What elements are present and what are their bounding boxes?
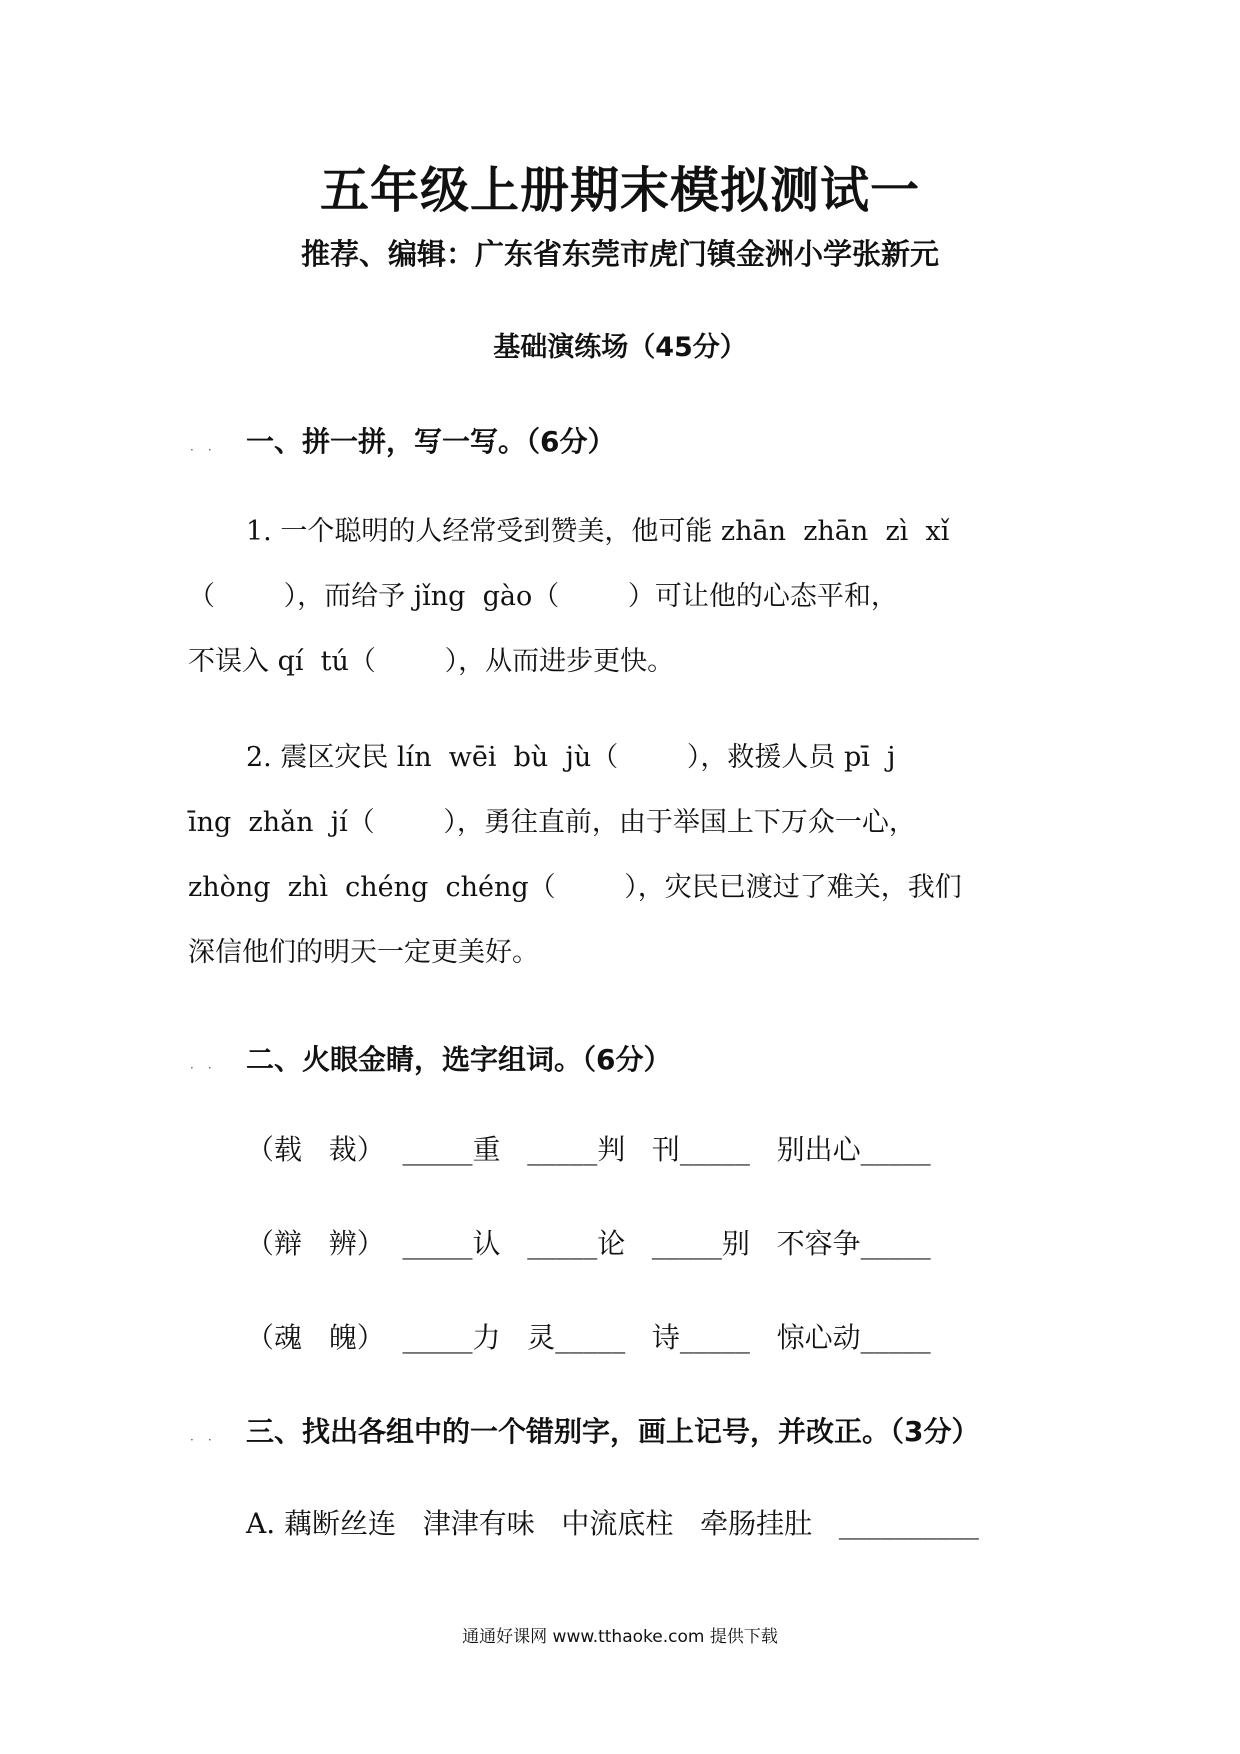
question-1-line: īng zhǎn jí（ ），勇往直前，由于举国上下万众一心， [188, 807, 916, 838]
margin-dots: ·· [190, 443, 226, 457]
page-title: 五年级上册期末模拟测试一 [319, 162, 920, 219]
section-title: 基础演练场（45分） [493, 332, 747, 363]
question-1-line: 1. 一个聪明的人经常受到赞美，他可能 zhān zhān zì xǐ [246, 516, 950, 547]
editor-credit: 推荐、编辑：广东省东莞市虎门镇金洲小学张新元 [300, 237, 939, 271]
question-1-heading: 一、拼一拼，写一写。（6分） [246, 425, 616, 458]
question-1-line: 2. 震区灾民 lín wēi bù jù（ ），救援人员 pī j [246, 742, 896, 773]
question-1-line: 深信他们的明天一定更美好。 [188, 937, 539, 968]
margin-dots: ·· [190, 1433, 226, 1447]
question-1-line: zhòng zhì chéng chéng（ ），灾民已渡过了难关，我们 [188, 872, 962, 903]
word-choice-row: （辩 辨） _____认 _____论 _____别 不容争_____ [246, 1227, 931, 1260]
question-3-heading: 三、找出各组中的一个错别字，画上记号，并改正。（3分） [246, 1415, 980, 1448]
typo-row: A. 藕断丝连 津津有味 中流底柱 牵肠挂肚 __________ [246, 1507, 979, 1540]
word-choice-row: （魂 魄） _____力 灵_____ 诗_____ 惊心动_____ [246, 1321, 931, 1354]
footer-credit: 通通好课网 www.tthaoke.com 提供下载 [462, 1627, 778, 1647]
word-choice-row: （载 裁） _____重 _____判 刊_____ 别出心_____ [246, 1133, 931, 1166]
question-2-heading: 二、火眼金睛，选字组词。（6分） [246, 1043, 672, 1076]
question-1-line: （ ），而给予 jǐng gào（ ）可让他的心态平和， [188, 581, 898, 612]
question-1-line: 不误入 qí tú（ ），从而进步更快。 [188, 646, 675, 677]
margin-dots: ·· [190, 1061, 226, 1075]
